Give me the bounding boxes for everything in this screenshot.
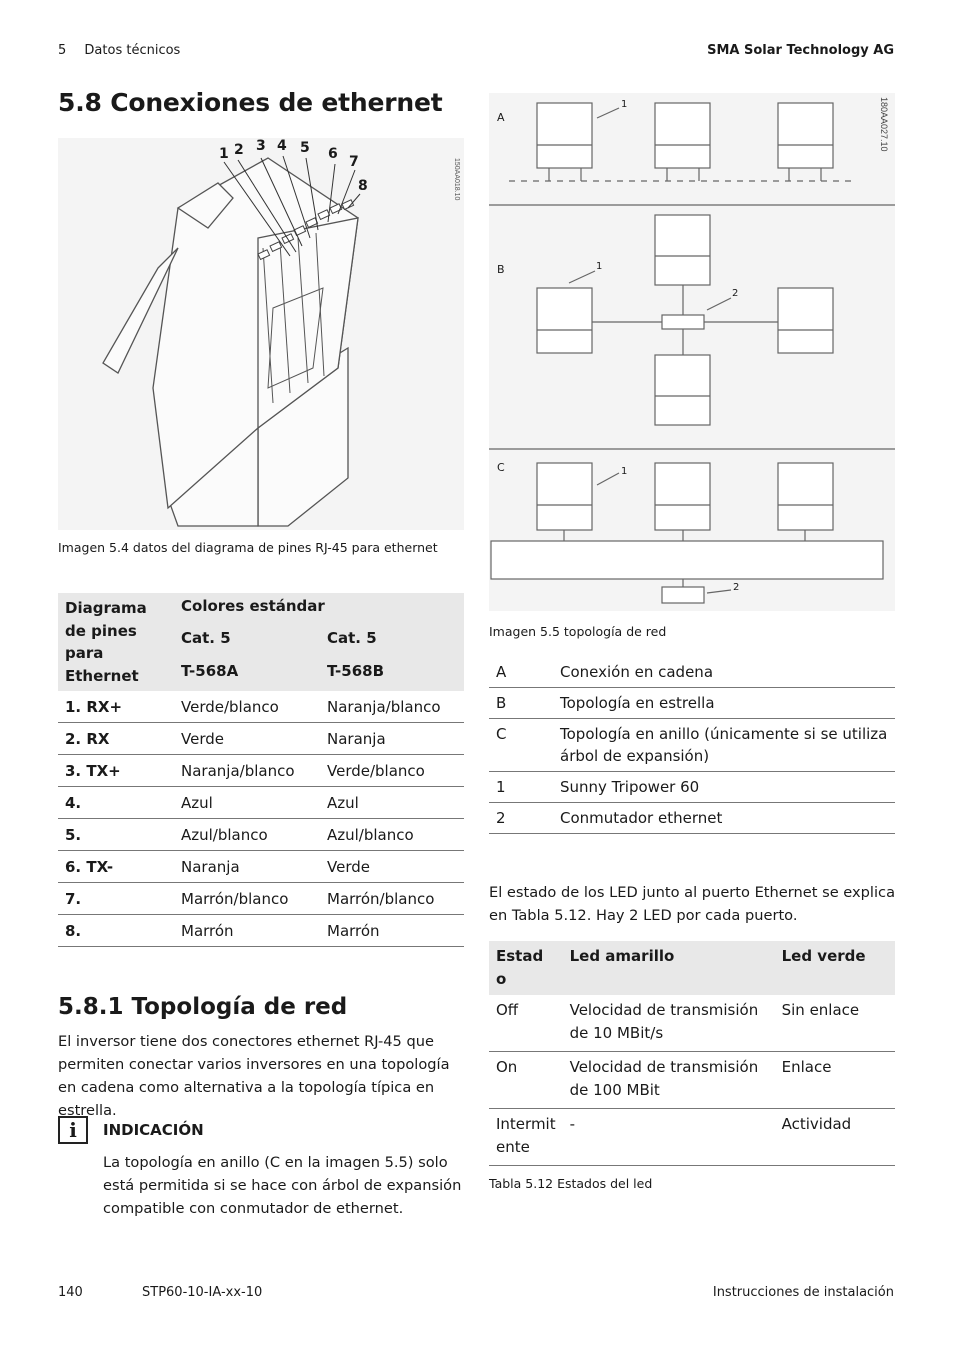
rj45-figure	[58, 138, 464, 530]
table-row	[489, 772, 895, 803]
led-header-yellow: Led amarillo	[563, 941, 775, 995]
legend-key: A	[489, 657, 553, 688]
pin-cell: 5.	[58, 819, 173, 851]
legend-value: Conexión en cadena	[553, 657, 895, 688]
led-green-cell: Actividad	[775, 1109, 895, 1166]
pin-label-5: 5	[300, 140, 310, 156]
legend-key: C	[489, 719, 553, 772]
led-state-cell: Intermit ente	[489, 1109, 563, 1166]
pin-label-4: 4	[277, 138, 287, 154]
legend-value: Topología en anillo (únicamente si se utiliza árbol de expansión)	[553, 719, 895, 772]
topology-drawing	[489, 93, 895, 611]
pin-table-header-cat-a: Cat. 5	[173, 623, 319, 656]
footer-doc-code: STP60-10-IA-xx-10	[142, 1285, 263, 1300]
footer-doc-title: Instrucciones de instalación	[712, 1285, 894, 1300]
pin-cell: 2. RX	[58, 723, 173, 755]
rj45-connector-drawing	[58, 138, 464, 530]
pin-cell: 3. TX+	[58, 755, 173, 787]
color-b-cell: Azul	[319, 787, 464, 819]
pin-color-table	[58, 593, 464, 947]
led-header-green: Led verde	[775, 941, 895, 995]
table-row	[58, 915, 464, 947]
topology-label-b: B	[497, 263, 505, 276]
pin-label-7: 7	[349, 154, 359, 170]
led-state-cell: On	[489, 1052, 563, 1109]
note-text: La topología en anillo (C en la imagen 5.5) solo está permitida si se hace con árbol de expansión compatible con conmutador de ethernet.	[103, 1154, 462, 1217]
led-green-cell: Enlace	[775, 1052, 895, 1109]
callout-1: 1	[596, 261, 603, 272]
table-row	[58, 883, 464, 915]
color-b-cell: Marrón	[319, 915, 464, 947]
led-yellow-cell: Velocidad de transmisión de 100 MBit	[563, 1052, 775, 1109]
table-row	[489, 1052, 895, 1109]
color-a-cell: Verde/blanco	[173, 691, 319, 723]
figure-code-rj45: 150AA018.10	[453, 158, 460, 201]
color-b-cell: Verde/blanco	[319, 755, 464, 787]
figure-caption-rj45: Imagen 5.4 datos del diagrama de pines RJ-45 para ethernet	[58, 540, 438, 555]
pin-label-6: 6	[328, 146, 338, 162]
table-row	[489, 803, 895, 834]
table-row	[58, 787, 464, 819]
callout-2: 2	[732, 288, 739, 299]
table-row	[58, 851, 464, 883]
note-title: INDICACIÓN	[103, 1121, 204, 1139]
header-section-number: 5	[58, 43, 67, 58]
topology-label-a: A	[497, 111, 505, 124]
pin-table-header-diagram: Diagrama de pines para Ethernet	[58, 593, 173, 691]
callout-2: 2	[733, 582, 740, 593]
legend-value: Topología en estrella	[553, 688, 895, 719]
color-a-cell: Marrón	[173, 915, 319, 947]
color-b-cell: Naranja/blanco	[319, 691, 464, 723]
figure-code-topology: 180AA027.10	[879, 97, 889, 152]
header-company: SMA Solar Technology AG	[707, 43, 894, 58]
pin-table-header-std-a: T-568A	[173, 656, 319, 691]
color-b-cell: Marrón/blanco	[319, 883, 464, 915]
table-row	[489, 657, 895, 688]
color-a-cell: Azul/blanco	[173, 819, 319, 851]
section-title: 5.8 Conexiones de ethernet	[58, 88, 443, 117]
legend-key: 1	[489, 772, 553, 803]
led-state-cell: Off	[489, 995, 563, 1052]
color-b-cell: Azul/blanco	[319, 819, 464, 851]
table-row	[58, 691, 464, 723]
table-row	[58, 755, 464, 787]
led-green-cell: Sin enlace	[775, 995, 895, 1052]
topology-figure	[489, 93, 895, 611]
pin-label-8: 8	[358, 178, 368, 194]
legend-key: B	[489, 688, 553, 719]
legend-value: Sunny Tripower 60	[553, 772, 895, 803]
led-header-state: Estad o	[489, 941, 563, 995]
figure-caption-topology: Imagen 5.5 topología de red	[489, 624, 667, 639]
led-status-table	[489, 941, 895, 1166]
callout-1: 1	[621, 99, 628, 110]
led-yellow-cell: -	[563, 1109, 775, 1166]
legend-value: Conmutador ethernet	[553, 803, 895, 834]
color-a-cell: Naranja/blanco	[173, 755, 319, 787]
table-caption-led: Tabla 5.12 Estados del led	[489, 1176, 653, 1191]
pin-cell: 6. TX-	[58, 851, 173, 883]
pin-cell: 7.	[58, 883, 173, 915]
topology-label-c: C	[497, 461, 505, 474]
running-header-section	[58, 43, 180, 58]
pin-cell: 1. RX+	[58, 691, 173, 723]
pin-cell: 8.	[58, 915, 173, 947]
color-b-cell: Verde	[319, 851, 464, 883]
table-row	[489, 719, 895, 772]
color-a-cell: Verde	[173, 723, 319, 755]
led-yellow-cell: Velocidad de transmisión de 10 MBit/s	[563, 995, 775, 1052]
pin-table-header-std-b: T-568B	[319, 656, 464, 691]
pin-label-2: 2	[234, 142, 244, 158]
pin-label-3: 3	[256, 138, 266, 154]
subsection-title: 5.8.1 Topología de red	[58, 994, 348, 1020]
callout-1: 1	[621, 466, 628, 477]
header-section-name: Datos técnicos	[84, 43, 181, 58]
table-row	[489, 995, 895, 1052]
pin-table-header-colors: Colores estándar	[173, 593, 464, 623]
color-b-cell: Naranja	[319, 723, 464, 755]
table-row	[58, 819, 464, 851]
pin-label-1: 1	[219, 146, 229, 162]
pin-cell: 4.	[58, 787, 173, 819]
table-row	[58, 723, 464, 755]
color-a-cell: Azul	[173, 787, 319, 819]
color-a-cell: Naranja	[173, 851, 319, 883]
info-icon: i	[58, 1116, 88, 1144]
led-intro-text: El estado de los LED junto al puerto Ethernet se explica en Tabla 5.12. Hay 2 LED por cada puerto.	[489, 884, 896, 924]
table-row	[489, 1109, 895, 1166]
table-row	[489, 688, 895, 719]
topology-legend-table	[489, 657, 895, 834]
legend-key: 2	[489, 803, 553, 834]
footer-page-number: 140	[58, 1285, 83, 1300]
topology-paragraph: El inversor tiene dos conectores ethernet RJ-45 que permiten conectar varios inversores en una topología en cadena como alternativa a la topología típica en estrella.	[58, 1033, 450, 1119]
color-a-cell: Marrón/blanco	[173, 883, 319, 915]
pin-table-header-cat-b: Cat. 5	[319, 623, 464, 656]
